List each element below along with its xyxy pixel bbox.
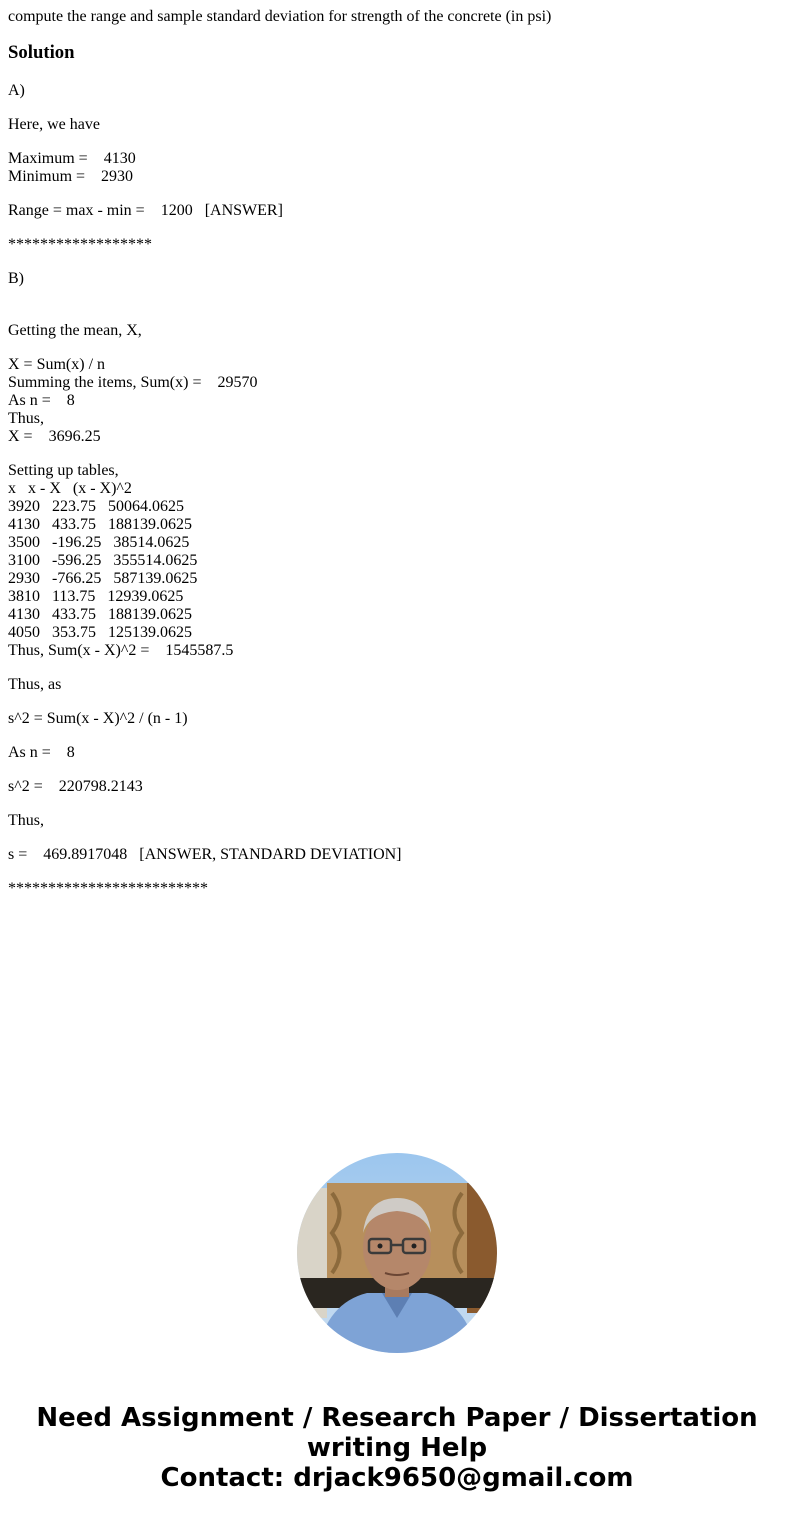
thus-as: Thus, as [8,676,62,693]
sum-items: Summing the items, Sum(x) = 29570 [8,374,258,391]
sum-squares: Thus, Sum(x - X)^2 = 1545587.5 [8,642,234,659]
promo-banner [0,1403,794,1493]
solution-document [8,8,786,914]
mean-block [8,356,786,446]
table-row: 3810 113.75 12939.0625 [8,588,184,605]
table-row: 3500 -196.25 38514.0625 [8,534,190,551]
promo-line-1: Need Assignment / Research Paper / Dissertation [36,1403,758,1433]
solution-heading: Solution [8,42,75,63]
promo-contact: Contact: drjack9650@gmail.com [160,1463,634,1493]
thus-line: Thus, [8,410,44,427]
deviation-table [8,462,786,660]
person-portrait-icon [297,1153,497,1353]
separator-b: ************************* [8,880,208,897]
n-line: As n = 8 [8,744,75,761]
author-photo [297,1153,497,1353]
mean-value: X = 3696.25 [8,428,101,445]
table-row: 2930 -766.25 587139.0625 [8,570,198,587]
promo-line-2: writing Help [306,1433,488,1463]
mean-intro: Getting the mean, X, [8,322,142,339]
part-a-intro: Here, we have [8,116,100,133]
range-answer: Range = max - min = 1200 [ANSWER] [8,202,283,219]
table-row: 4050 353.75 125139.0625 [8,624,192,641]
variance-formula: s^2 = Sum(x - X)^2 / (n - 1) [8,710,188,727]
extremes-block [8,150,786,186]
variance-value: s^2 = 220798.2143 [8,778,143,795]
table-row: 3920 223.75 50064.0625 [8,498,184,515]
n-value: As n = 8 [8,392,75,409]
maximum-line: Maximum = 4130 [8,150,136,167]
table-row: 4130 433.75 188139.0625 [8,516,192,533]
thus-line-2: Thus, [8,812,44,829]
table-row: 4130 433.75 188139.0625 [8,606,192,623]
std-dev-answer: s = 469.8917048 [ANSWER, STANDARD DEVIATION] [8,846,402,863]
table-intro: Setting up tables, [8,462,119,479]
mean-formula: X = Sum(x) / n [8,356,106,373]
part-b-label: B) [8,270,24,287]
table-header: x x - X (x - X)^2 [8,480,132,497]
table-row: 3100 -596.25 355514.0625 [8,552,198,569]
separator-a: ****************** [8,236,152,253]
question-text: compute the range and sample standard deviation for strength of the concrete (in psi) [8,8,552,25]
part-a-label: A) [8,82,25,99]
minimum-line: Minimum = 2930 [8,168,134,185]
